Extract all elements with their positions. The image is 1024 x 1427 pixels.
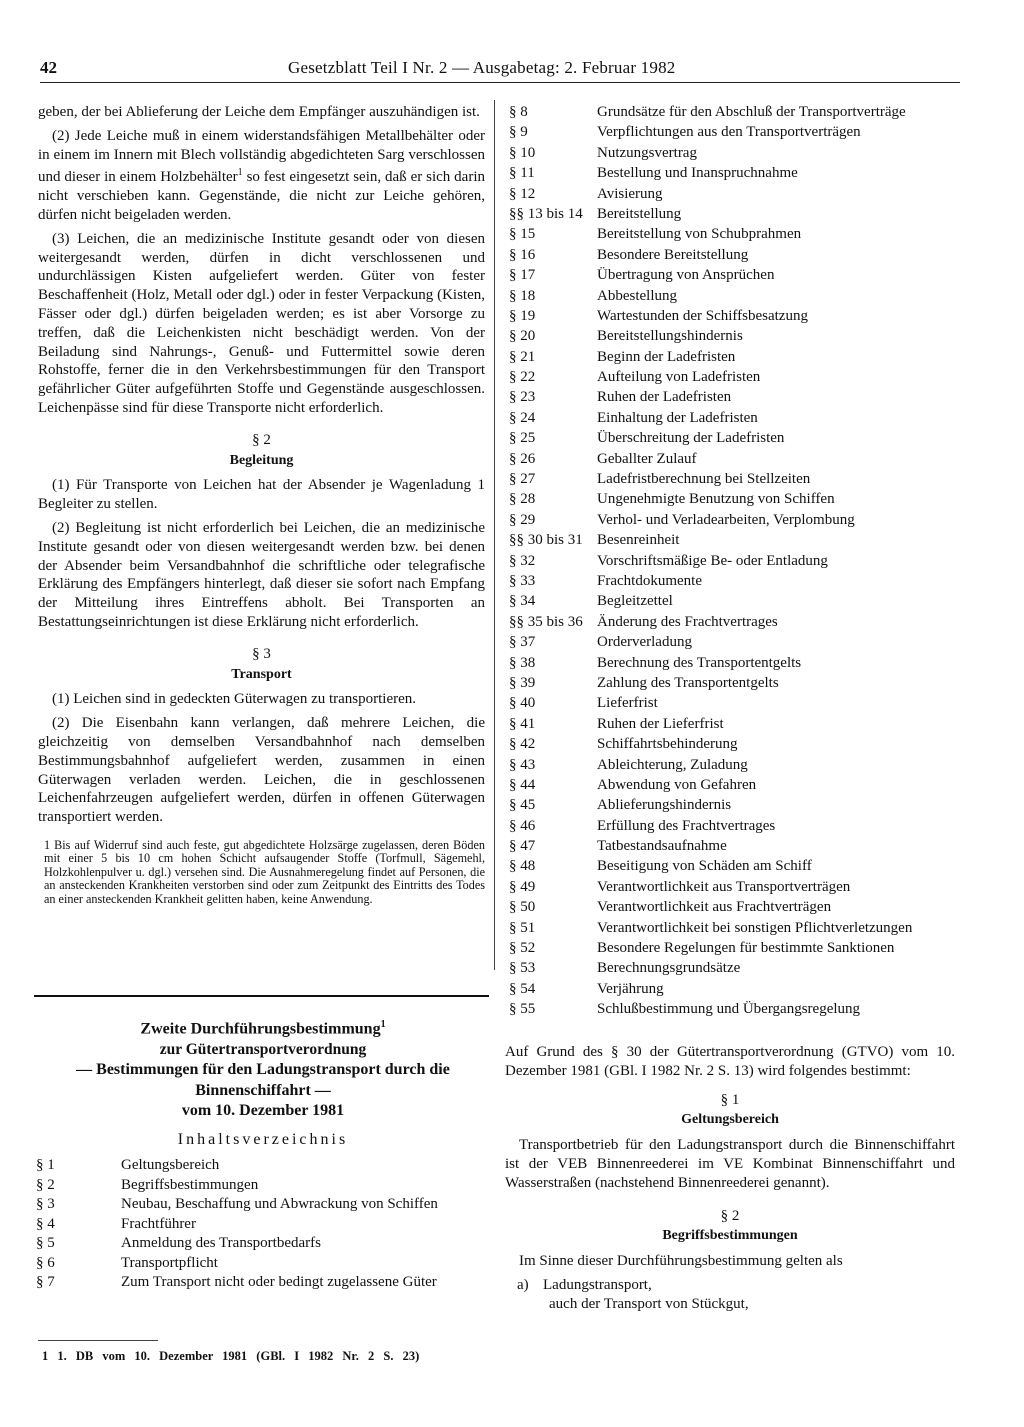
footnote-2: 1 1. DB vom 10. Dezember 1981 (GBl. I 1982 Nr. 2 S. 23) <box>42 1349 420 1363</box>
section-1-title: Geltungsbereich <box>681 1112 779 1128</box>
publication-title: Gesetzblatt Teil I Nr. 2 — Ausgabetag: 2. Februar 1982 <box>288 58 676 77</box>
toc-row: § 28 Ungenehmigte Benutzung von Schiffen <box>509 491 835 508</box>
toc-row: § 22 Aufteilung von Ladefristen <box>509 369 761 386</box>
ordinance-line-5: vom 10. Dezember 1981 <box>181 1102 345 1120</box>
toc-row: § 29 Verhol- und Verladearbeiten, Verplombung <box>509 511 855 528</box>
toc-row: § 12 Avisierung <box>509 185 663 202</box>
section-2r-para: Im Sinne dieser Durchführungsbestimmung gelten als <box>519 1253 843 1270</box>
toc-row: § 15 Bereitstellung von Schubprahmen <box>509 226 802 243</box>
toc-row: § 7 Zum Transport nicht oder bedingt zugelassene Güter <box>36 1274 437 1290</box>
toc-row: § 3 Neubau, Beschaffung und Abwrackung von Schiffen <box>36 1196 438 1212</box>
toc-row: § 8 Grundsätze für den Abschluß der Transportverträge <box>509 104 906 120</box>
toc-row: § 32 Vorschriftsmäßige Be- oder Entladung <box>509 552 828 569</box>
toc-row: § 19 Wartestunden der Schiffsbesatzung <box>509 307 808 324</box>
toc-row: § 20 Bereitstellungshindernis <box>509 328 743 345</box>
toc-row: §§ 30 bis 31 Besenreinheit <box>509 532 680 549</box>
toc-row: § 48 Beseitigung von Schäden am Schiff <box>509 858 812 875</box>
preamble: Auf Grund des § 30 der Gütertransportverordnung (GTVO) vom 10. Dezember 1981 (GBl. I 1982 Nr. 2 S. 13) wird folgendes bestimmt: <box>505 1044 955 1079</box>
toc-row: § 53 Berechnungsgrundsätze <box>509 960 741 977</box>
ordinance-line-1: Zweite Durchführungsbestimmung$^1$ <box>140 1019 386 1038</box>
toc-row: § 23 Ruhen der Ladefristen <box>509 389 732 406</box>
toc-row: § 55 Schlußbestimmung und Übergangsregelung <box>509 1001 861 1018</box>
toc-left <box>33 1156 488 1293</box>
toc-row: § 50 Verantwortlichkeit aus Frachtverträgen <box>509 899 832 916</box>
toc-row: § 37 Orderverladung <box>509 634 692 651</box>
toc-row: § 25 Überschreitung der Ladefristen <box>509 430 785 447</box>
column-divider <box>494 100 495 970</box>
page-number: 42 <box>40 58 57 77</box>
toc-row: § 45 Ablieferungshindernis <box>509 797 732 814</box>
ordinance-line-2: zur Gütertransportverordnung <box>159 1040 367 1058</box>
section-2r-title: Begriffsbestimmungen <box>662 1228 798 1244</box>
page-header <box>40 58 960 83</box>
toc-row: § 33 Frachtdokumente <box>509 572 702 589</box>
toc-row: § 2 Begriffsbestimmungen <box>36 1176 259 1193</box>
paragraph-continuation: geben, der bei Ablieferung der Leiche dem Empfänger auszuhändigen ist. <box>38 104 480 120</box>
ordinance-line-4: Binnenschiffahrt — <box>195 1081 331 1099</box>
toc-right <box>507 103 952 1021</box>
toc-row: § 42 Schiffahrtsbehinderung <box>509 736 738 753</box>
toc-row: § 17 Übertragung von Ansprüchen <box>509 267 775 284</box>
section-2-para-1: (1) Für Transporte von Leichen hat der Absender je Wagenladung 1 Begleiter zu stellen. <box>38 477 485 513</box>
toc-row: § 51 Verantwortlichkeit bei sonstigen Pflichtverletzungen <box>509 919 913 936</box>
list-item-a-continued: auch der Transport von Stückgut, <box>549 1295 749 1312</box>
section-3-para-1: (1) Leichen sind in gedeckten Güterwagen zu transportieren. <box>52 691 417 708</box>
toc-row: § 5 Anmeldung des Transportbedarfs <box>36 1235 321 1251</box>
toc-row: §§ 35 bis 36 Änderung des Frachtvertrages <box>509 613 778 630</box>
section-2r-heading: § 2 <box>720 1207 740 1224</box>
toc-heading: Inhaltsverzeichnis <box>177 1131 349 1148</box>
paragraph-2: (2) Jede Leiche muß in einem widerstandsfähigen Metallbehälter oder in einem im Innern mit Blech vollständig abgedichteten Sarg verschlossen und dieser in einem Holzbehälter$^1$ so fest eingesetzt sein, daß er sich darin nicht verschieben kann. Gegenstände, die nicht zur Leiche gehören, dürfen nicht beigeladen werden. <box>38 127 485 223</box>
section-2-title: Begleitung <box>229 452 294 468</box>
toc-row: § 49 Verantwortlichkeit aus Transportverträgen <box>509 878 851 895</box>
list-item-a: a) Ladungstransport, <box>517 1276 652 1293</box>
ordinance-line-3: — Bestimmungen für den Ladungstransport durch die <box>76 1061 450 1079</box>
toc-row: § 21 Beginn der Ladefristen <box>509 348 736 365</box>
toc-row: § 26 Geballter Zulauf <box>509 450 697 467</box>
ordinance-title <box>38 1015 488 1122</box>
toc-row: § 47 Tatbestandsaufnahme <box>509 838 727 855</box>
section-2-heading: § 2 <box>252 431 271 448</box>
toc-row: § 46 Erfüllung des Frachtvertrages <box>509 817 776 834</box>
toc-row: §§ 13 bis 14 Bereitstellung <box>509 205 682 222</box>
footnote-marker: 1 <box>237 167 243 179</box>
toc-row: § 10 Nutzungsvertrag <box>509 144 697 161</box>
toc-row: § 52 Besondere Regelungen für bestimmte Sanktionen <box>509 940 895 957</box>
section-1-heading: § 1 <box>720 1091 740 1108</box>
right-body <box>505 1043 955 1314</box>
toc-row: § 9 Verpflichtungen aus den Transportverträgen <box>509 124 861 141</box>
section-3-title: Transport <box>231 666 292 682</box>
toc-row: § 24 Einhaltung der Ladefristen <box>509 409 758 426</box>
toc-row: § 40 Lieferfrist <box>509 695 658 712</box>
footnote-rule <box>38 1340 158 1341</box>
toc-row: § 18 Abbestellung <box>509 287 677 304</box>
paragraph-3: (3) Leichen, die an medizinische Institute gesandt oder von diesen weitergesandt werden, dürfen in dicht verschlossenen und undurchlässigen Kisten aufgeliefert werden. Güter von fester Beschaffenheit (Holz, Metall oder dgl.) oder in fester Verpackung (Kisten, Fässer oder dgl.) dürfen beigeladen werden; es ist aber Vorsorge zu treffen, daß die Leichenkisten nicht beschädigt werden. Von der Beiladung sind Nahrungs-, Genuß- und Futtermittel sowie deren Rohstoffe, ferner die in den Verkehrsbestimmungen für den Transport gefährlicher Güter aufgeführten Stoffe und Gegenstände ausgeschlossen. Leichenpässe sind für diese Transporte nicht erforderlich. <box>38 230 485 416</box>
toc-row: § 44 Abwendung von Gefahren <box>509 776 757 793</box>
section-1-para: Transportbetrieb für den Ladungstransport durch die Binnenschiffahrt ist der VEB Binnenreederei im VE Kombinat Binnenschiffahrt und Wasserstraßen (nachstehend Binnenreederei genannt). <box>505 1137 955 1191</box>
section-3-para-2: (2) Die Eisenbahn kann verlangen, daß mehrere Leichen, die gleichzeitig von demselben Versandbahnhof nach demselben Bestimmungsbahnhof aufgeliefert werden, zusammen in einen Güterwagen verladen werden. Leichen, die in geschlossenen Leichenfahrzeugen aufgeliefert werden, dürfen in offenen Güterwagen transportiert werden. <box>38 715 485 826</box>
toc-row: § 34 Begleitzettel <box>509 593 673 610</box>
section-3-heading: § 3 <box>252 645 271 662</box>
toc-row: § 43 Ableichterung, Zuladung <box>509 756 748 773</box>
toc-row: § 16 Besondere Bereitstellung <box>509 246 749 263</box>
left-column <box>38 103 485 906</box>
footnote: 1 Bis auf Widerruf sind auch feste, gut abgedichtete Holzsärge zugelassen, deren Böden mit einer 5 bis 10 cm hohen Schicht aufsaugender Stoffe (Torfmull, Sägemehl, Holzkohlenpulver u. dgl.) versehen sind. Die Ausnahmeregelung findet auf Personen, die an ansteckenden Krankheiten verstorben sind oder zum Zeitpunkt des Eintritts des Todes an einer ansteckenden Krankheit gelitten haben, keine Anwendung. <box>44 837 485 906</box>
toc-row: § 4 Frachtführer <box>36 1215 196 1232</box>
toc-row: § 54 Verjährung <box>509 980 664 997</box>
toc-row: § 38 Berechnung des Transportentgelts <box>509 654 802 671</box>
toc-row: § 41 Ruhen der Lieferfrist <box>509 715 724 732</box>
toc-row: § 1 Geltungsbereich <box>36 1157 220 1173</box>
toc-row: § 27 Ladefristberechnung bei Stellzeiten <box>509 471 811 488</box>
toc-row: § 11 Bestellung und Inanspruchnahme <box>509 165 798 182</box>
section-rule <box>34 995 489 997</box>
section-2-para-2: (2) Begleitung ist nicht erforderlich bei Leichen, die an medizinische Institute gesandt oder von diesen weitergesandt werden bzw. bei denen der Absender beim Versandbahnhof die schriftliche oder telegrafische Erklärung des Empfängers hinterlegt, daß dieser sie sofort nach Empfang der Mitteilung ihres Eintreffens abholt. Bei Transporten an Bestattungseinrichtungen ist diese Erklärung nicht erforderlich. <box>38 519 485 630</box>
toc-row: § 6 Transportpflicht <box>36 1254 218 1271</box>
toc-row: § 39 Zahlung des Transportentgelts <box>509 674 779 691</box>
